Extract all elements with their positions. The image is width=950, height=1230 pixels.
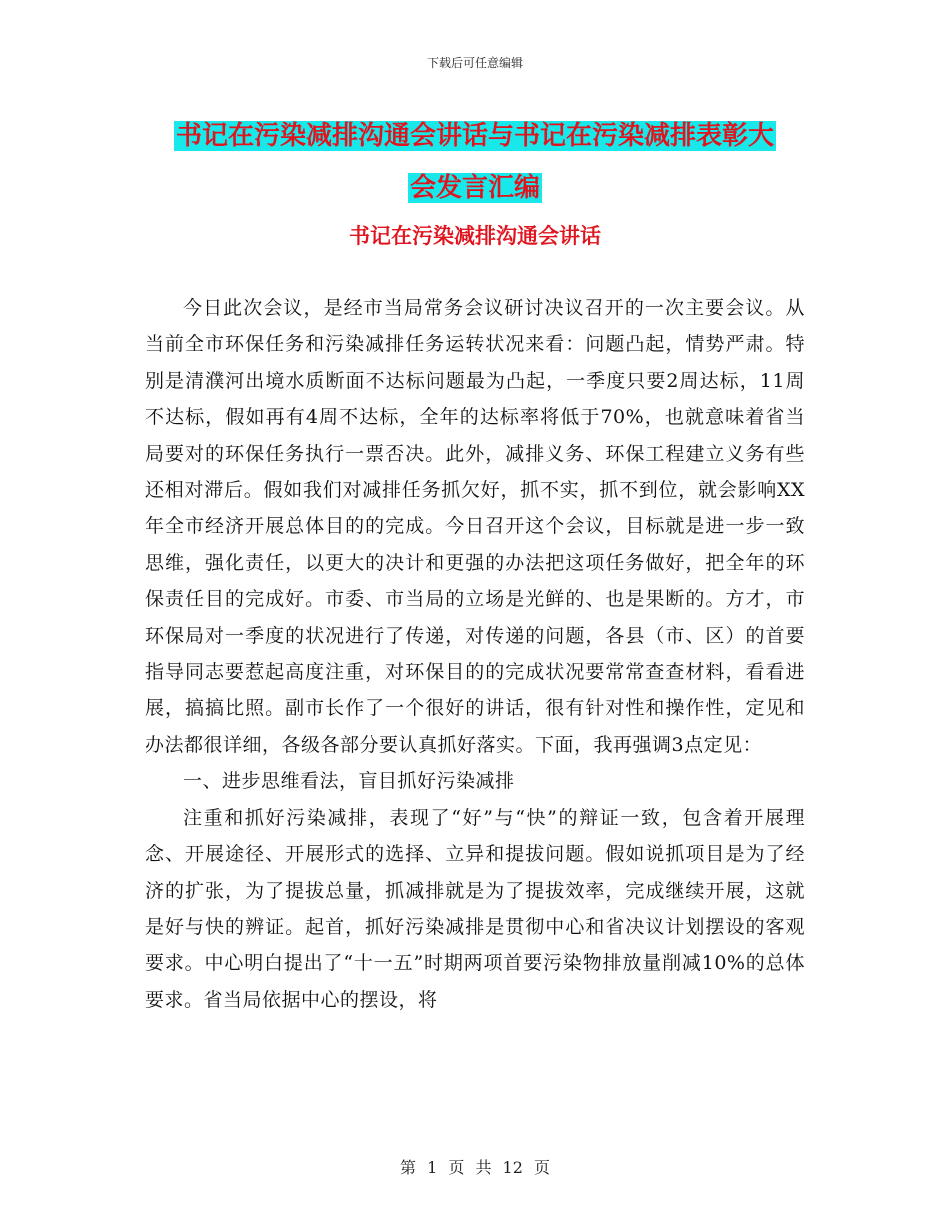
header-note: 下载后可任意编辑	[426, 56, 523, 70]
section-heading: 一、进步思维看法，盲目抓好污染减排	[183, 770, 515, 793]
page-footer: 第 1 页 共 12 页	[400, 1158, 550, 1177]
document-body	[145, 290, 805, 1018]
section-title: 书记在污染减排沟通会讲话	[349, 223, 601, 248]
document-title	[140, 110, 810, 214]
document-title-line1: 书记在污染减排沟通会讲话与书记在污染减排表彰大	[175, 121, 774, 151]
body-paragraph: 今日此次会议，是经市当局常务会议研讨决议召开的一次主要会议。从当前全市环保任务和污染减排任务运转状况来看：问题凸起，情势严肃。特别是清濮河出境水质断面不达标问题最为凸起，一季度只要2周达标，11周不达标，假如再有4周不达标，全年的达标率将低于70%，也就意味着省当局要对的环保任务执行一票否决。此外，减排义务、环保工程建立义务有些还相对滞后。假如我们对减排任务抓欠好，抓不实，抓不到位，就会影响XX年全市经济开展总体目的的完成。今日召开这个会议，目标就是进一步一致思维，强化责任，以更大的决计和更强的办法把这项任务做好，把全年的环保责任目的完成好。市委、市当局的立场是光鲜的、也是果断的。方才，市环保局对一季度的状况进行了传递，对传递的问题，各县（市、区）的首要指导同志要惹起高度注重，对环保目的的完成状况要常常查查材料，看看进展，搞搞比照。副市长作了一个很好的讲话，很有针对性和操作性，定见和办法都很详细，各级各部分要认真抓好落实。下面，我再强调3点定见：	[145, 297, 805, 756]
document-title-line2: 会发言汇编	[409, 173, 540, 203]
body-paragraph: 注重和抓好污染减排，表现了“好”与“快”的辩证一致，包含着开展理念、开展途径、开展形式的选择、立异和提拔问题。假如说抓项目是为了经济的扩张，为了提拔总量，抓减排就是为了提拔效率，完成继续开展，这就是好与快的辨证。起首，抓好污染减排是贯彻中心和省决议计划摆设的客观要求。中心明白提出了“十一五”时期两项首要污染物排放量削减10%的总体要求。省当局依据中心的摆设，将	[145, 806, 805, 1011]
